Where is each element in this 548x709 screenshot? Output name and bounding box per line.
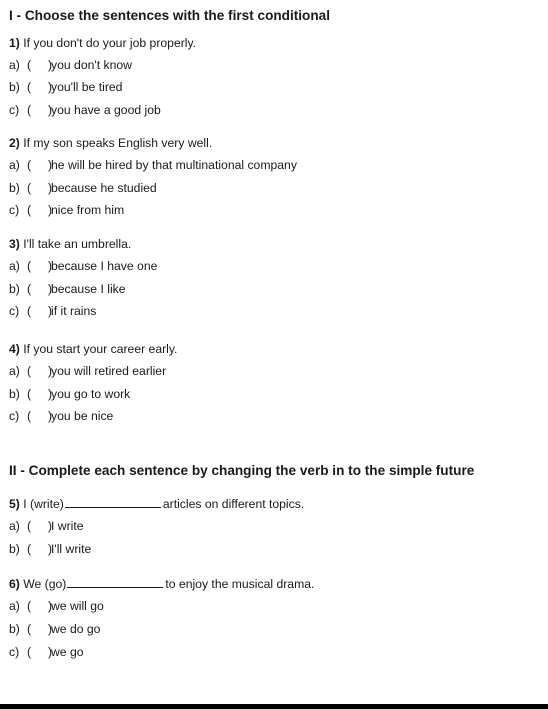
answer-parens[interactable]: ( ) [27, 599, 53, 613]
option-label: c) [9, 203, 20, 217]
option-text: he will be hired by that multinational company [51, 158, 297, 172]
option-3b[interactable] [9, 282, 126, 297]
answer-parens[interactable]: ( ) [27, 158, 53, 172]
question-4 [9, 342, 177, 357]
option-4b[interactable] [9, 387, 130, 402]
answer-parens[interactable]: ( ) [27, 645, 53, 659]
answer-parens[interactable]: ( ) [27, 181, 53, 195]
option-4a[interactable] [9, 364, 166, 379]
option-label: a) [9, 158, 20, 172]
option-label: b) [9, 387, 20, 401]
option-5a[interactable] [9, 519, 84, 534]
option-label: a) [9, 519, 20, 533]
question-text: If you don't do your job properly. [23, 36, 197, 50]
option-1c[interactable] [9, 103, 161, 118]
option-text: because I like [51, 282, 126, 296]
question-number: 2) [9, 136, 20, 150]
option-label: b) [9, 622, 20, 636]
option-2a[interactable] [9, 158, 297, 173]
answer-parens[interactable]: ( ) [27, 387, 53, 401]
question-text: If you start your career early. [23, 342, 178, 356]
option-text: if it rains [51, 304, 97, 318]
option-label: c) [9, 304, 20, 318]
option-text: you go to work [51, 387, 131, 401]
question-text: I'll take an umbrella. [23, 237, 132, 251]
answer-parens[interactable]: ( ) [27, 203, 53, 217]
option-text: we do go [51, 622, 101, 636]
option-1a[interactable] [9, 58, 132, 73]
question-2 [9, 136, 212, 151]
bottom-border [0, 704, 548, 709]
answer-parens[interactable]: ( ) [27, 519, 53, 533]
question-1 [9, 36, 196, 51]
answer-parens[interactable]: ( ) [27, 542, 53, 556]
question-number: 3) [9, 237, 20, 251]
option-2b[interactable] [9, 181, 157, 196]
answer-parens[interactable]: ( ) [27, 364, 53, 378]
answer-parens[interactable]: ( ) [27, 259, 53, 273]
option-text: because I have one [51, 259, 158, 273]
option-text: we will go [51, 599, 104, 613]
question-number: 1) [9, 36, 20, 50]
option-text: you'll be tired [51, 80, 123, 94]
option-label: b) [9, 542, 20, 556]
option-label: a) [9, 599, 20, 613]
answer-parens[interactable]: ( ) [27, 282, 53, 296]
question-text-after: to enjoy the musical drama. [165, 577, 315, 591]
option-text: you be nice [51, 409, 114, 423]
question-number: 6) [9, 577, 20, 591]
question-text-before: I (write) [23, 497, 64, 511]
option-text: you will retired earlier [51, 364, 167, 378]
option-4c[interactable] [9, 409, 113, 424]
answer-parens[interactable]: ( ) [27, 622, 53, 636]
option-text: because he studied [51, 181, 157, 195]
option-text: I write [51, 519, 84, 533]
option-text: you have a good job [51, 103, 161, 117]
question-5 [9, 497, 304, 512]
option-text: I'll write [51, 542, 92, 556]
option-label: c) [9, 409, 20, 423]
option-3c[interactable] [9, 304, 96, 319]
question-3 [9, 237, 131, 252]
option-label: a) [9, 58, 20, 72]
option-label: b) [9, 181, 20, 195]
option-3a[interactable] [9, 259, 157, 274]
question-text-after: articles on different topics. [162, 497, 305, 511]
answer-parens[interactable]: ( ) [27, 58, 53, 72]
option-1b[interactable] [9, 80, 122, 95]
option-6c[interactable] [9, 645, 84, 660]
question-number: 5) [9, 497, 20, 511]
option-2c[interactable] [9, 203, 124, 218]
option-text: nice from him [51, 203, 125, 217]
option-label: b) [9, 80, 20, 94]
question-6 [9, 577, 314, 592]
option-5b[interactable] [9, 542, 91, 557]
option-label: a) [9, 364, 20, 378]
option-label: c) [9, 645, 20, 659]
option-label: a) [9, 259, 20, 273]
option-label: b) [9, 282, 20, 296]
answer-parens[interactable]: ( ) [27, 80, 53, 94]
option-text: you don't know [51, 58, 132, 72]
answer-parens[interactable]: ( ) [27, 103, 53, 117]
question-number: 4) [9, 342, 20, 356]
option-label: c) [9, 103, 20, 117]
question-text: If my son speaks English very well. [23, 136, 213, 150]
question-text-before: We (go) [23, 577, 67, 591]
section2-heading: II - Complete each sentence by changing the verb in to the simple future [9, 463, 475, 478]
option-text: we go [51, 645, 84, 659]
option-6b[interactable] [9, 622, 100, 637]
answer-blank[interactable] [65, 497, 161, 508]
answer-blank[interactable] [67, 577, 163, 588]
answer-parens[interactable]: ( ) [27, 304, 53, 318]
option-6a[interactable] [9, 599, 104, 614]
answer-parens[interactable]: ( ) [27, 409, 53, 423]
section1-heading: I - Choose the sentences with the first conditional [9, 8, 330, 23]
